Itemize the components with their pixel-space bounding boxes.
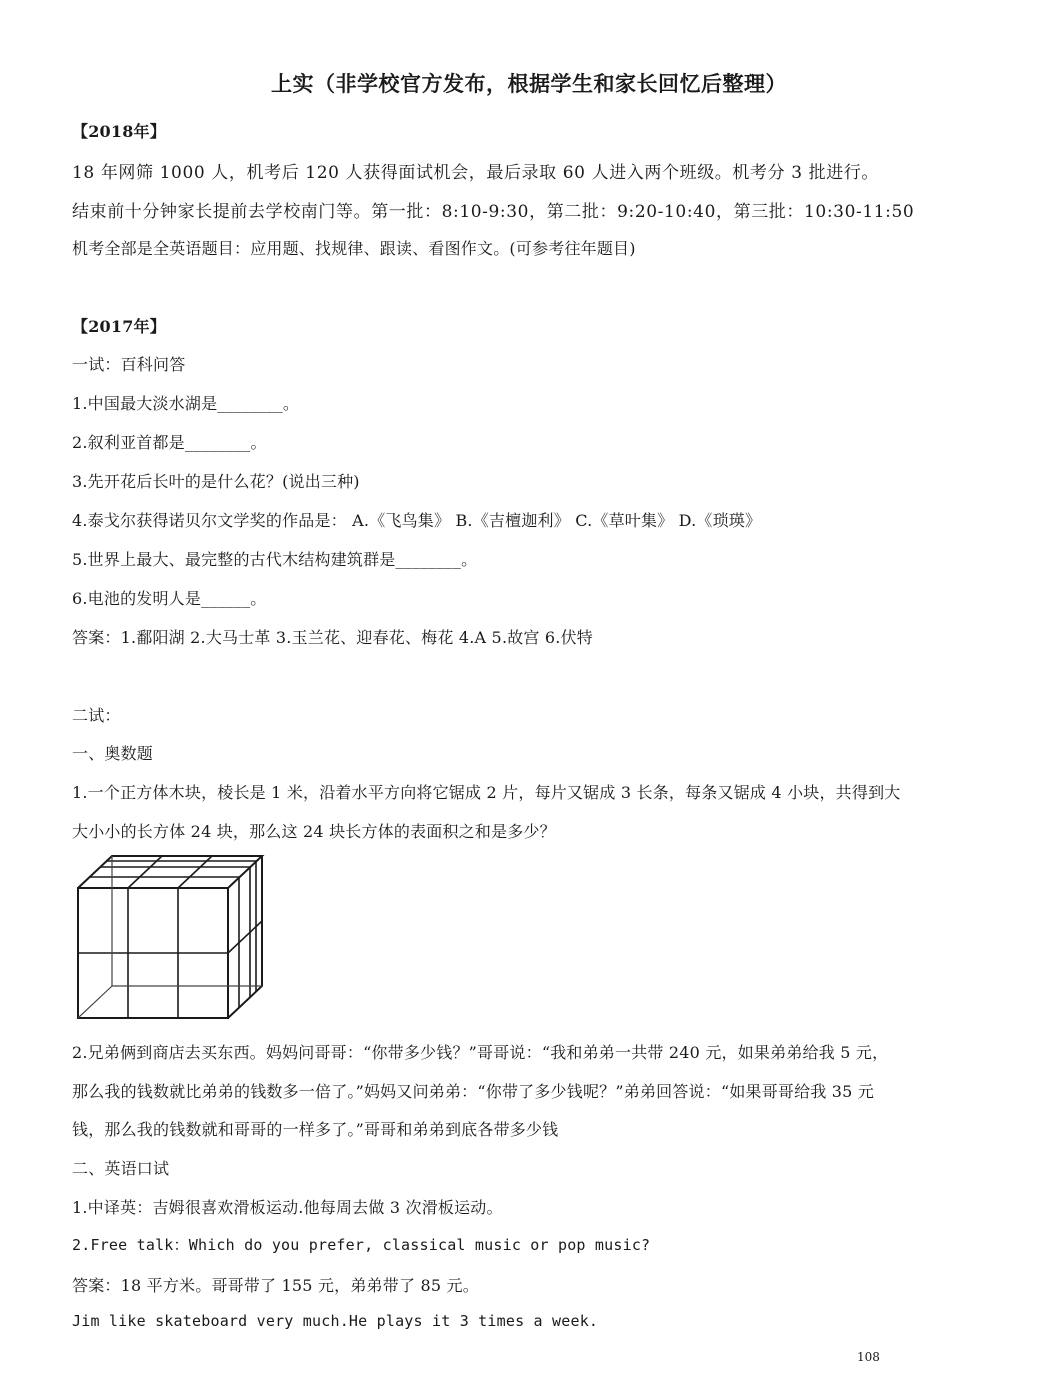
oral-question-2: 2.Free talk：Which do you prefer, classical music or pop music? [72, 1236, 651, 1254]
math-question-2-line-2: 那么我的钱数就比弟弟的钱数多一倍了。”妈妈又问弟弟：“你带了多少钱呢？”弟弟回答说：“如果哥哥给我 35 元 [72, 1082, 875, 1101]
round1-question-1: 1.中国最大淡水湖是________。 [72, 394, 300, 413]
para-2018-line-3: 机考全部是全英语题目：应用题、找规律、跟读、看图作文。(可参考往年题目) [72, 239, 636, 258]
final-answer: 答案：18 平方米。哥哥带了 155 元，弟弟带了 85 元。 [72, 1276, 479, 1295]
page-number: 108 [857, 1350, 880, 1364]
para-2018-line-1: 18 年网筛 1000 人，机考后 120 人获得面试机会，最后录取 60 人进入两个班级。机考分 3 批进行。 [72, 163, 880, 183]
round2-title: 二试： [72, 706, 121, 725]
math-question-2-line-1: 2.兄弟俩到商店去买东西。妈妈问哥哥：“你带多少钱？”哥哥说：“我和弟弟一共带 240 元，如果弟弟给我 5 元， [72, 1043, 889, 1062]
round1-question-2: 2.叙利亚首都是________。 [72, 433, 267, 452]
round1-answer: 答案：1.鄱阳湖 2.大马士革 3.玉兰花、迎春花、梅花 4.A 5.故宫 6.伏特 [72, 628, 593, 647]
round1-question-3: 3.先开花后长叶的是什么花？(说出三种) [72, 472, 360, 491]
section-2017-heading: 【2017年】 [72, 317, 166, 336]
cube-right-horizontal-cut [228, 921, 262, 953]
round1-question-6: 6.电池的发明人是______。 [72, 589, 267, 608]
math-section-title: 一、奥数题 [72, 744, 154, 763]
english-answer: Jim like skateboard very much.He plays it 3 times a week. [72, 1312, 599, 1330]
math-question-1-line-1: 1.一个正方体木块，棱长是 1 米，沿着水平方向将它锯成 2 片，每片又锯成 3 长条，每条又锯成 4 小块，共得到大 [72, 783, 901, 802]
para-2018-line-2: 结束前十分钟家长提前去学校南门等。第一批：8:10-9:30，第二批：9:20-10:40，第三批：10:30-11:50 [72, 202, 915, 222]
oral-question-1: 1.中译英：吉姆很喜欢滑板运动.他每周去做 3 次滑板运动。 [72, 1198, 503, 1217]
round1-question-5: 5.世界上最大、最完整的古代木结构建筑群是________。 [72, 550, 478, 569]
section-2018-heading: 【2018年】 [72, 122, 166, 141]
round1-question-4: 4.泰戈尔获得诺贝尔文学奖的作品是： A.《飞鸟集》 B.《吉檀迦利》 C.《草叶集》 D.《琐瑛》 [72, 511, 762, 530]
round1-title: 一试：百科问答 [72, 355, 186, 374]
math-question-1-line-2: 大小小的长方体 24 块，那么这 24 块长方体的表面积之和是多少？ [72, 822, 556, 841]
math-question-2-line-3: 钱，那么我的钱数就和哥哥的一样多了。”哥哥和弟弟到底各带多少钱 [72, 1120, 559, 1139]
cube-diagram [76, 852, 268, 1022]
page-title: 上实（非学校官方发布，根据学生和家长回忆后整理） [271, 71, 787, 96]
oral-section-title: 二、英语口试 [72, 1159, 170, 1178]
cube-hidden-edge-3 [78, 986, 112, 1018]
